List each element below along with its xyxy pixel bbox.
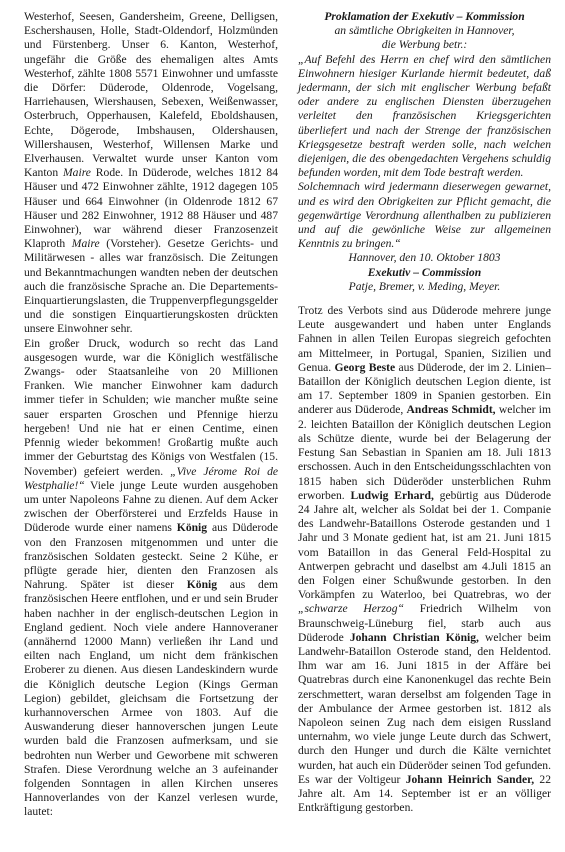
paragraph-staatsanleihe: [24, 337, 278, 820]
text-run: Friedrich Wilhelm von Braunschweig-Lüneburg fiel, starb auch aus Düderode: [298, 602, 551, 644]
proclamation-subtitle: die Werbung betr.:: [381, 38, 468, 52]
bold-name-johann-christian-koenig: Johann Christian König,: [349, 630, 479, 644]
bold-name-ludwig-erhard: Ludwig Erhard,: [350, 488, 434, 502]
proclamation-body: „Auf Befehl des Herrn en chef wird den sämtlichen Einwohnern hiesiger Kurlande hiermit bedeutet, daß jedermann, der sich mit englischer Werbung befaßt oder andere zu englischen Diensten überzugehen verleitet den französischen Kriegsgerichten überliefert und nach der Strenge der französischen Kriegsgesetze bestraft werden solle, nach welchen diejenigen, die des obengedachten Vergehens schuldig befunden worden, mit dem Tode bestraft werden.: [298, 52, 551, 180]
bold-name-johann-heinrich-sander: Johann Heinrich Sander,: [405, 772, 535, 786]
text-run: 22 Jahre alt. Am 14. September ist er an völliger Entkräftigung gestorben.: [298, 772, 551, 815]
proclamation-date: Hannover, den 10. Oktober 1803: [348, 251, 501, 265]
text-run: aus Düderode, der im 2. Linien–Bataillon der Königlich deutschen Legion diente, ist am 17. September 1809 in Spanien gestorben. Ein anderer aus Düderode,: [298, 360, 551, 417]
bold-name-georg-beste: Georg Beste: [334, 360, 396, 374]
proclamation-signatories: Patje, Bremer, v. Meding, Meyer.: [348, 279, 501, 293]
text-run: Viele junge Leute wurden ausgehoben um unter Napoleons Fahne zu dienen. Auf dem Acker zwischen der Oberförsterei und Erzfelds Hause in Düderode wurde einer namens: [24, 478, 278, 535]
text-run: Westerhof, Seesen, Gandersheim, Greene, Delligsen, Eschershausen, Holle, Stadt-Oldendorf, Holzmünden und Fürstenberg. Unser 6. Kanton, Westerhof, ungefähr die Größe des ehemaligen altes Amts Westerhof, zählte 1808 5571 Einwohner und umfasste die Dörfer: Düderode, Oldenrode, Vogelsang, Harriehausen, Wiershausen, Sebexen, Weißenwasser, Osterbruch, Opperhausen, Kalefeld, Eboldshausen, Echte, Dögerode, Imbshausen, Oldershausen, Willershausen, Westerhof, Willensen Marke und Elverhausen. Verwaltet wurde unser Kanton vom Kanton: [24, 10, 278, 180]
bold-name-koenig: König: [186, 578, 218, 592]
right-column: [298, 10, 551, 815]
text-run: Trotz des Verbots sind aus Düderode mehrere junge Leute ausgewandert und haben unter Englands Fahnen in allen Teilen Europas siegreich gefochten am Mittelmeer, in Portugal, Spanien, Sizilien und Genua.: [298, 304, 551, 374]
italic-quote-vive-jerome: „Vive Jérome Roi de Westphalie!“: [24, 464, 279, 492]
paragraph-kanton-westerhof: [24, 10, 278, 337]
text-run: Rode. In Düderode, welches 1812 84 Häuser und 472 Einwohner zählte, 1912 dagegen 105 Häuser und 664 Einwohner (in Oldenrode 1812 67 Häuser und 282 Einwohner, 1912 88 Häuser und 487 Einwohner), war während dieser Franzosenzeit Klaproth: [24, 166, 278, 251]
proclamation-block: [298, 10, 551, 294]
text-run: (Vorsteher). Gesetze Gerichts- und Militärwesen - alles war französisch. Die Zeitungen und Bekanntmachungen wandten neben der deutschen auch die französische Sprache an. Die Departements- Einquartierungslasten, die Truppenverpflegungsgelder und die sonstigen Einquartierungskosten drückten unsere Einwohner sehr.: [24, 237, 278, 336]
proclamation-subtitle: an sämtliche Obrigkeiten in Hannover,: [334, 24, 515, 38]
text-run: gebürtig aus Düderode 24 Jahre alt, welcher als Soldat bei der 1. Companie des Landwehr-Bataillons Osterode gestanden und 1 Jahr und 3 Monate gedient hat, ist am 21. Juni 1815 vom Bataillon in das General Feld-Hospital zu Antwerpen gebracht und daselbst am 4.Juli 1815 an den Folgen einer Schußwunde gestorben. In den Vorkämpfen zu Waterloo, bei Quatrebras, wo der: [298, 488, 551, 602]
text-run: aus Düderode von den Franzosen mitgenommen und unter die französischen Soldaten gesteckt. Seine 2 Kühe, er pflügte gerade hier, dienten den Franzosen als Nahrung. Später ist dieser: [24, 521, 279, 592]
italic-term-maire: Maire: [71, 237, 100, 251]
bold-name-koenig: König: [176, 521, 208, 535]
text-run: aus dem französischen Heere entflohen, und er und sein Bruder haben nachher in der englisch-deutschen Legion in England gedient. Noch viele andere Hannoveraner (annähernd 12000 Mann) verließen ihr Land und eilten nach England, um nicht dem fränkischen Eroberer zu dienen. Aus diesen Landeskindern wurde die Königlich deutsche Legion (Kings German Legion) gebildet, gleichsam die Fortsetzung der kurhannoverschen Armee von 1803. Auf die Auswanderung dieser hannoverschen jungen Leute wurden bald die Franzosen aufmerksam, und sie bedrohten nun Werber und Geworbene mit schweren Strafen. Diese Verordnung welche an 3 aufeinander folgenden Sonntagen in allen Kirchen unseres Hannoverlandes von der Kanzel verlesen wurde, lautet:: [24, 578, 278, 819]
bold-name-andreas-schmidt: Andreas Schmidt,: [406, 403, 496, 417]
text-run: Ein großer Druck, wodurch so recht das Land ausgesogen wurde, war die Königlich westfälische Zwangs- oder Staatsanleihe von 20 Millionen Franken. Wie mancher Einwohner kam dadurch immer tiefer in Schulden; wie mancher mußte seine sauer ersparten Groschen und Pfennige hierzu hergeben! Und nie hat er einen Centime, einen Pfennig wieder bekommen! Großartig mußte auch immer der Geburtstag des Königs von Westfalen (15. November) gefeiert werden.: [24, 336, 278, 478]
italic-term-maire: Maire: [63, 166, 91, 180]
paragraph-emigrants: [298, 304, 551, 815]
italic-quote-schwarze-herzog: „schwarze Herzog“: [298, 602, 404, 616]
text-run: welcher beim Landwehr-Bataillon Osterode stand, den Heldentod. Ihm war am 16. Juni 1815 in der Affäre bei Quatrebras durch eine Kanonenkugel das rechte Bein zerschmettert, waran derselbst am folgenden Tage in der Ambulance der Armee gestorben ist. 1812 als Napoleon seinen Zug nach dem eisigen Russland unternahm, wo viele junge Leute durch das Schwert, durch den Hunger und durch die Kälte vernichtet wurden, hat auch ein Düderöder seinen Tod gefunden. Es war der Voltigeur: [298, 630, 551, 786]
proclamation-title: Proklamation der Exekutiv – Kommission: [324, 10, 525, 23]
proclamation-body: Solchemnach wird jedermann dieserwegen gewarnet, und es wird den Obrigkeiten zur Pflicht gemacht, die gegenwärtige Verordnung allenthalben zu publizieren und auf die gewönliche Weise zur allgemeinen Kenntnis zu bringen.“: [298, 180, 551, 251]
text-run: welcher im 2. leichten Bataillon der Königlich deutschen Legion als Schütze diente, wurde bei der Belagerung der Festung San Sebastian in Spanien am 18. Juli 1813 erschossen. Auch in den Entscheidungsschlachten von 1815 haben sich Düderöder unsterblichen Ruhm erworben.: [298, 403, 551, 502]
left-column: [24, 10, 278, 820]
proclamation-signature-title: Exekutiv – Commission: [367, 265, 482, 279]
